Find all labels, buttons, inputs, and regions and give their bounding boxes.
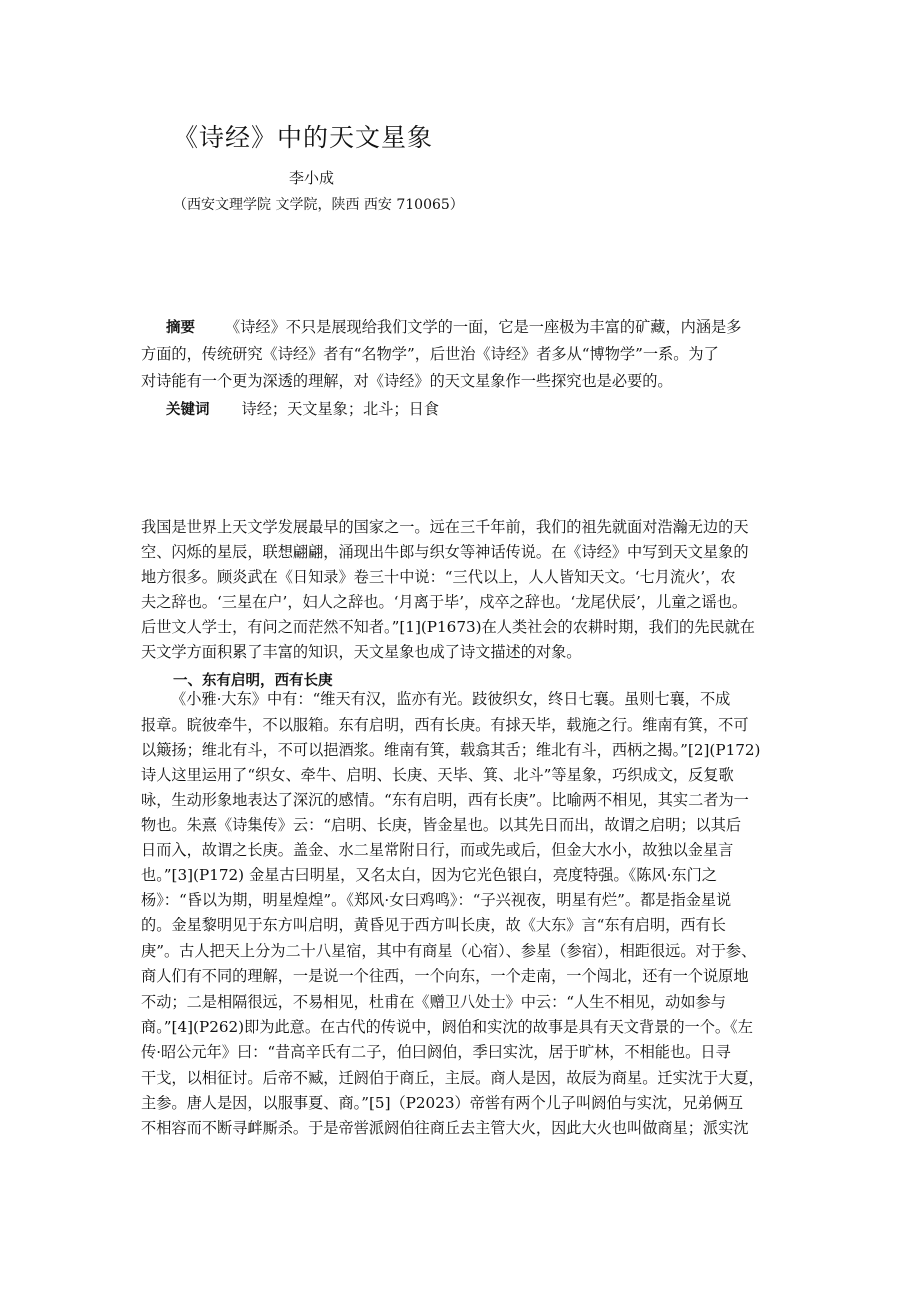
- section-line: 干戈，以相征讨。后帝不臧，迁阏伯于商丘，主辰。商人是因，故辰为商星。迁实沈于大夏，: [141, 1069, 764, 1087]
- section-line: 的。金星黎明见于东方叫启明，黄昏见于西方叫长庚，故《大东》言“东有启明，西有长: [141, 916, 726, 934]
- section-line: 物也。朱熹《诗集传》云：“启明、长庚，皆金星也。以其先日而出，故谓之启明；以其后: [141, 816, 742, 834]
- section-line: 传·昭公元年》曰：“昔高辛氏有二子，伯曰阏伯，季曰实沈，居于旷林，不相能也。日寻: [141, 1043, 731, 1061]
- intro-line: 夫之辞也。‘三星在户’，妇人之辞也。‘月离于毕’，戍卒之辞也。‘龙尾伏辰’，儿童之谣也。: [141, 593, 748, 611]
- section-line: 不相容而不断寻衅厮杀。于是帝喾派阏伯往商丘去主管大火，因此大火也叫做商星；派实沈: [141, 1119, 749, 1137]
- intro-line: 空、闪烁的星辰，联想翩翩，涌现出牛郎与织女等神话传说。在《诗经》中写到天文星象的: [141, 543, 749, 561]
- abstract-label: 摘要: [166, 320, 195, 336]
- abstract-line: [166, 320, 741, 336]
- intro-line: 我国是世界上天文学发展最早的国家之一。远在三千年前，我们的祖先就面对浩瀚无边的天: [141, 518, 749, 536]
- keywords-text: 诗经；天文星象；北斗；日食: [241, 400, 439, 418]
- abstract-text: 《诗经》不只是展现给我们文学的一面，它是一座极为丰富的矿藏，内涵是多: [225, 318, 742, 336]
- section-line: 商人们有不同的理解，一是说一个往西，一个向东，一个走南，一个闯北，还有一个说原地: [141, 967, 749, 985]
- intro-line: 后世文人学士，有问之而茫然不知者。”[1](P1673)在人类社会的农耕时期，我们的先民就在: [141, 618, 755, 636]
- section-heading: 一、东有启明，西有长庚: [173, 673, 333, 689]
- section-line: 咏，生动形象地表达了深沉的感情。“东有启明，西有长庚”。比喻两不相见，其实二者为一: [141, 791, 749, 809]
- paper-title: 《诗经》中的天文星象: [173, 123, 434, 152]
- section-line: 诗人这里运用了“织女、牵牛、启明、长庚、天毕、箕、北斗”等星象，巧织成文，反复歌: [141, 766, 734, 784]
- section-line: 不动；二是相隔很远，不易相见，杜甫在《赠卫八处士》中云：“人生不相见，动如参与: [141, 993, 726, 1011]
- intro-line: 天文学方面积累了丰富的知识，天文星象也成了诗文描述的对象。: [141, 643, 582, 661]
- section-line: 主参。唐人是因，以服事夏、商。”[5]（P2023）帝喾有两个儿子叫阏伯与实沈，兄弟俩互: [141, 1094, 744, 1112]
- intro-line: 地方很多。顾炎武在《日知录》卷三十中说：“三代以上，人人皆知天文。‘七月流火’，农: [141, 568, 736, 586]
- keywords-label: 关键词: [166, 402, 210, 418]
- section-line: 杨》：“昏以为期，明星煌煌”。《郑风·女曰鸡鸣》：“子兴视夜，明星有烂”。都是指金星说: [141, 891, 732, 909]
- keywords-line: [166, 402, 439, 418]
- author-affiliation: （西安文理学院 文学院，陕西 西安 710065）: [173, 197, 464, 213]
- section-line: 庚”。古人把天上分为二十八星宿，其中有商星（心宿）、参星（参宿），相距很远。对于参、: [141, 942, 757, 960]
- abstract-line: 方面的，传统研究《诗经》者有“名物学”，后世治《诗经》者多从“博物学”一系。为了: [141, 345, 719, 363]
- abstract-line: 对诗能有一个更为深透的理解，对《诗经》的天文星象作一些探究也是必要的。: [141, 372, 673, 390]
- section-line: 也。”[3](P172) 金星古曰明星，又名太白，因为它光色银白，亮度特强。《陈风·东门之: [141, 866, 717, 884]
- section-line: 《小雅·大东》中有：“维天有汉，监亦有光。跂彼织女，终日七襄。虽则七襄，不成: [171, 690, 731, 708]
- section-line: 日而入，故谓之长庚。盖金、水二星常附日行，而或先或后，但金大水小，故独以金星言: [141, 841, 734, 859]
- section-line: 以簸扬；维北有斗，不可以挹酒浆。维南有箕，载翕其舌；维北有斗，西柄之揭。”[2](P172): [141, 741, 761, 759]
- section-line: 商。”[4](P262)即为此意。在古代的传说中，阏伯和实沈的故事是具有天文背景的一个。《左: [141, 1018, 753, 1036]
- author-name: 李小成: [289, 169, 335, 187]
- section-line: 报章。睆彼牵牛，不以服箱。东有启明，西有长庚。有捄天毕，载施之行。维南有箕，不可: [141, 716, 749, 734]
